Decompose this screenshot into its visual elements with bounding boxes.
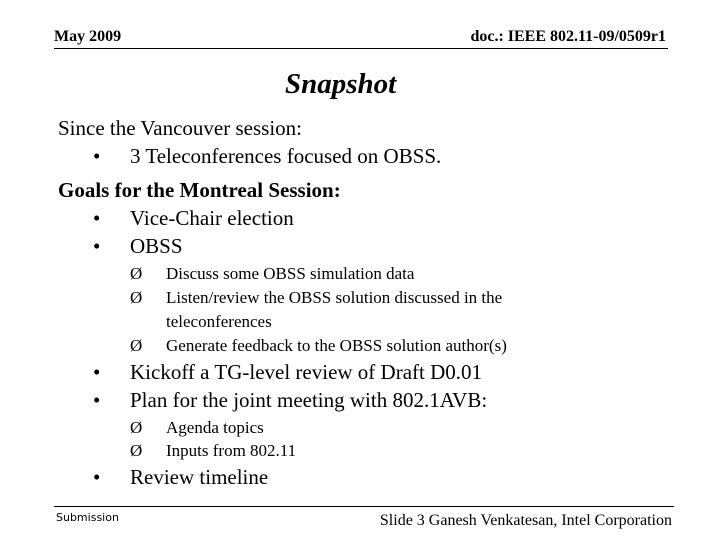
header-doc-id: doc.: IEEE 802.11-09/0509r1 — [470, 28, 666, 45]
goals-heading: Goals for the Montreal Session: — [58, 178, 341, 202]
arrow-icon: Ø — [130, 418, 143, 437]
obss-subitem: Listen/review the OBSS solution discussed in the — [166, 288, 503, 307]
goals-item: Plan for the joint meeting with 802.1AVB: — [130, 388, 488, 412]
goals-item: Review timeline — [130, 465, 269, 489]
header-date: May 2009 — [54, 28, 122, 45]
since-item: 3 Teleconferences focused on OBSS. — [130, 144, 442, 168]
bullet-icon: • — [93, 388, 101, 412]
bullet-icon: • — [93, 144, 101, 168]
footer-submission: Submission — [56, 511, 119, 524]
slide-title: Snapshot — [285, 68, 397, 100]
avb-subitem: Inputs from 802.11 — [166, 441, 297, 460]
bullet-icon: • — [93, 360, 101, 384]
footer-rule — [54, 506, 674, 507]
arrow-icon: Ø — [130, 336, 143, 355]
goals-item: Kickoff a TG-level review of Draft D0.01 — [130, 360, 483, 384]
arrow-icon: Ø — [130, 264, 143, 283]
bullet-icon: • — [93, 206, 101, 230]
arrow-icon: Ø — [130, 288, 143, 307]
avb-subitem: Agenda topics — [166, 418, 264, 437]
arrow-icon: Ø — [130, 441, 143, 460]
since-heading: Since the Vancouver session: — [58, 116, 302, 140]
bullet-icon: • — [93, 465, 101, 489]
obss-subitem: Discuss some OBSS simulation data — [166, 264, 415, 283]
obss-subitem-continuation: teleconferences — [166, 312, 272, 331]
goals-item: OBSS — [130, 234, 183, 258]
obss-subitem: Generate feedback to the OBSS solution author(s) — [166, 336, 507, 355]
footer-slide-info: Slide 3 Ganesh Venkatesan, Intel Corporation — [379, 512, 672, 529]
header-rule — [54, 48, 668, 49]
bullet-icon: • — [93, 234, 101, 258]
goals-item: Vice-Chair election — [130, 206, 294, 230]
